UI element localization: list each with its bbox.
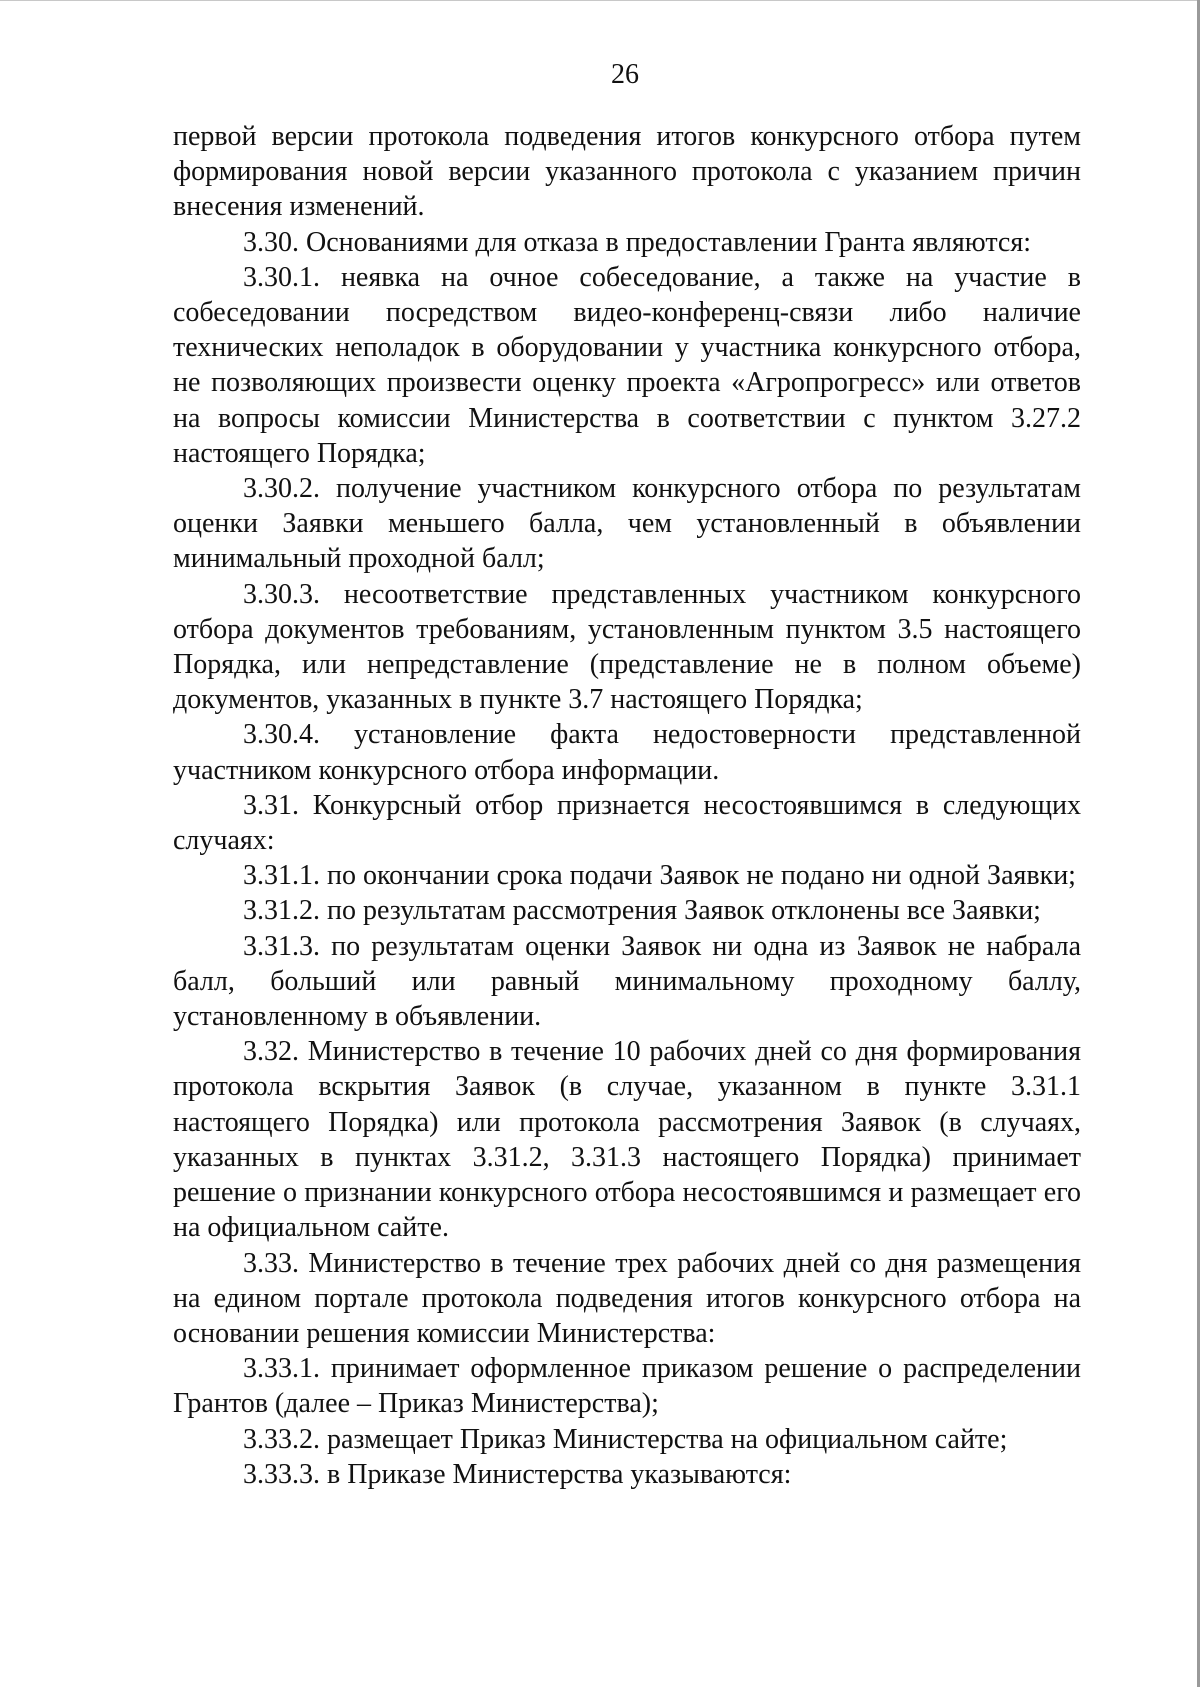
paragraph-3-31-1: 3.31.1. по окончании срока подачи Заявок не подано ни одной Заявки; (243, 860, 1076, 892)
paragraph-3-30-2: 3.30.2. получение участником конкурсного отбора по результатам оценки Заявки меньшего балла, чем установленный в объявлении минимальный проходной балл; (173, 473, 1081, 575)
paragraph-3-30-1: 3.30.1. неявка на очное собеседование, а также на участие в собеседовании посредством видео-конференц-связи либо наличие технических неполадок в оборудовании у участника конкурсного отбора, не позволяющих произвести оценку проекта «Агропрогресс» или ответов на вопросы комиссии Министерства в соответствии с пунктом 3.27.2 настоящего Порядка; (173, 261, 1081, 469)
paragraph-3-30: 3.30. Основаниями для отказа в предоставлении Гранта являются: (243, 226, 1032, 258)
paragraph-3-31-3: 3.31.3. по результатам оценки Заявок ни одна из Заявок не набрала балл, больший или равный минимальному проходному баллу, установленному в объявлении. (173, 930, 1081, 1033)
page-number: 26 (611, 59, 639, 90)
paragraph-3-32: 3.32. Министерство в течение 10 рабочих дней со дня формирования протокола вскрытия Заявок (в случае, указанном в пункте 3.31.1 настоящего Порядка) или протокола рассмотрения Заявок (в случаях, указанных в пунктах 3.31.2, 3.31.3 настоящего Порядка) принимает решение о признании конкурсного отбора несостоявшимся и размещает его на официальном сайте. (173, 1036, 1081, 1244)
page-top-edge (0, 0, 1200, 1)
document-body (173, 119, 1081, 1492)
paragraph-3-33-2: 3.33.2. размещает Приказ Министерства на официальном сайте; (243, 1423, 1008, 1455)
paragraph-3-30-4: 3.30.4. установление факта недостоверности представленной участником конкурсного отбора информации. (173, 719, 1081, 786)
paragraph-3-33-1: 3.33.1. принимает оформленное приказом решение о распределении Грантов (далее – Приказ Министерства); (173, 1353, 1081, 1420)
paragraph-continuation: первой версии протокола подведения итогов конкурсного отбора путем формирования новой версии указанного протокола с указанием причин внесения изменений. (173, 121, 1081, 223)
paragraph-3-33: 3.33. Министерство в течение трех рабочих дней со дня размещения на едином портале протокола подведения итогов конкурсного отбора на основании решения комиссии Министерства: (173, 1247, 1081, 1349)
paragraph-3-33-3: 3.33.3. в Приказе Министерства указываются: (243, 1458, 792, 1490)
paragraph-3-31-2: 3.31.2. по результатам рассмотрения Заявок отклонены все Заявки; (243, 895, 1041, 927)
paragraph-3-30-3: 3.30.3. несоответствие представленных участником конкурсного отбора документов требованиям, установленным пунктом 3.5 настоящего Порядка, или непредставление (представление не в полном объеме) документов, указанных в пункте 3.7 настоящего Порядка; (173, 578, 1081, 716)
paragraph-3-31: 3.31. Конкурсный отбор признается несостоявшимся в следующих случаях: (173, 789, 1081, 857)
